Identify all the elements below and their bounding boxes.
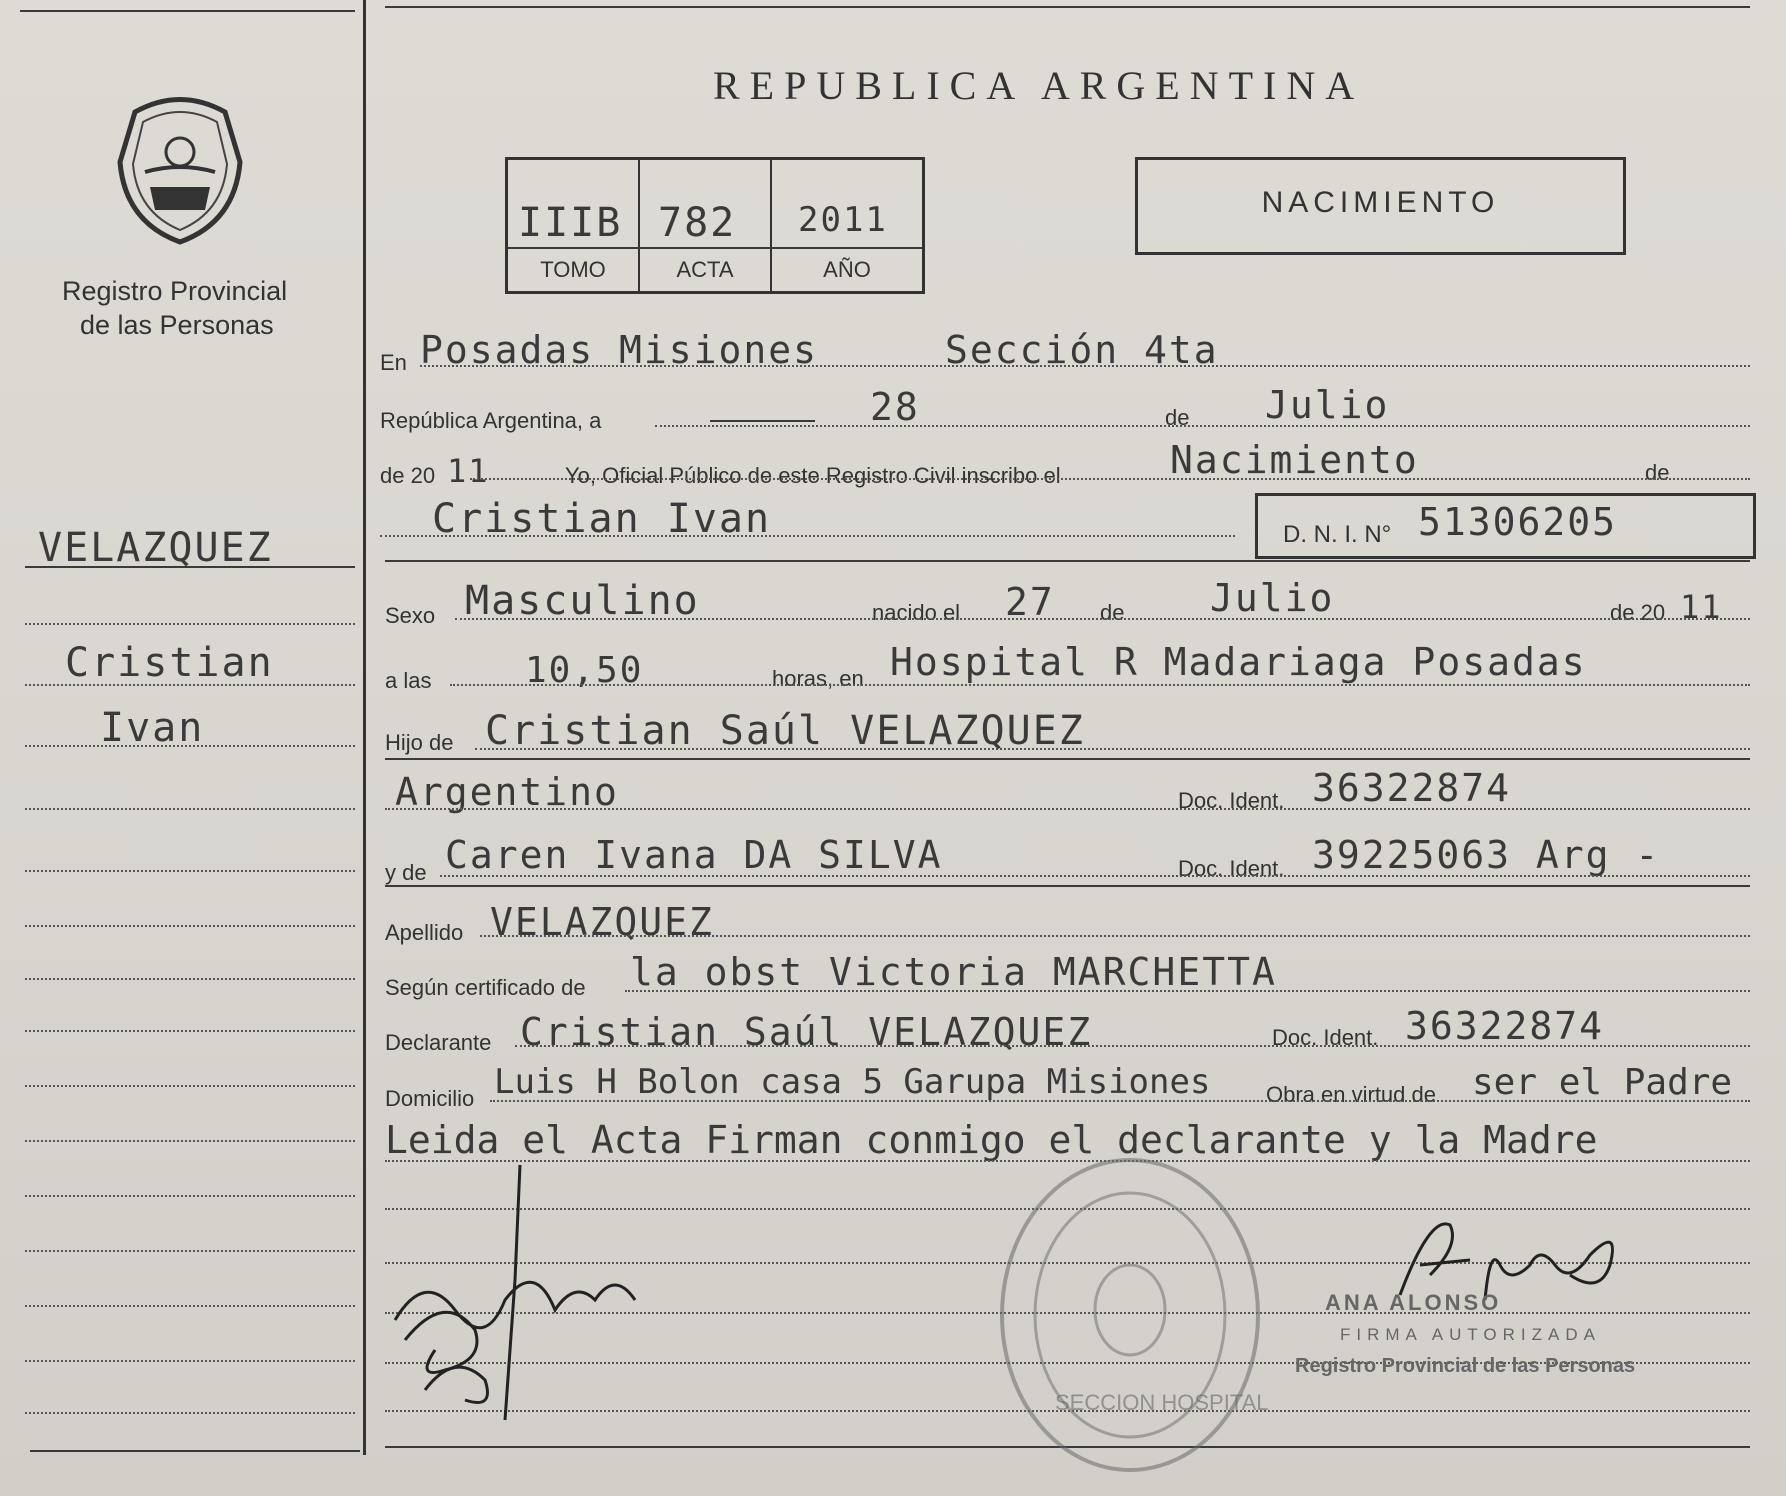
rule-row6 xyxy=(450,684,1750,686)
certificate-value: la obst Victoria MARCHETTA xyxy=(630,950,1277,994)
officer-name: ANA ALONSO xyxy=(1325,1290,1502,1315)
acta-value: 782 xyxy=(658,200,737,246)
margin-rule-5 xyxy=(25,870,355,872)
margin-rule-9 xyxy=(25,1085,355,1087)
closing-text: Leida el Acta Firman conmigo el declarante y la Madre xyxy=(385,1118,1598,1162)
birth-year-suffix: 11 xyxy=(1680,588,1723,626)
rule-row12 xyxy=(515,1045,1750,1047)
margin-rule-15 xyxy=(25,1412,355,1414)
rule-row13 xyxy=(490,1100,1750,1102)
margin-rule-10 xyxy=(25,1140,355,1142)
father-nationality-value: Argentino xyxy=(395,770,619,814)
en-label: En xyxy=(380,350,407,375)
mother-doc-value: 39225063 Arg - xyxy=(1312,833,1661,877)
rule-row10 xyxy=(480,935,1750,937)
rule-row7b xyxy=(385,758,1750,760)
officer-title: FIRMA AUTORIZADA xyxy=(1340,1325,1601,1344)
year-prefix: de 20 xyxy=(380,463,436,488)
de-label-3: de xyxy=(1100,600,1125,625)
domicilio-value: Luis H Bolon casa 5 Garupa Misiones xyxy=(494,1062,1211,1102)
margin-rule-6 xyxy=(25,925,355,927)
margin-surname-rule xyxy=(25,566,355,568)
doc-type-box xyxy=(1135,157,1626,255)
domicilio-label: Domicilio xyxy=(385,1086,475,1111)
anio-label: AÑO xyxy=(823,257,871,282)
rule-row9 xyxy=(440,875,1750,877)
segun-label: Según certificado de xyxy=(385,975,586,1000)
declarante-label: Declarante xyxy=(385,1030,492,1055)
doc-label-3: Doc. Ident. xyxy=(1272,1025,1379,1050)
margin-rule-13 xyxy=(25,1305,355,1307)
acta-label: ACTA xyxy=(676,257,734,282)
apellido-value: VELAZQUEZ xyxy=(490,900,714,944)
margin-rule-7 xyxy=(25,978,355,980)
birth-place-value: Hospital R Madariaga Posadas xyxy=(890,640,1587,684)
doc-label-2: Doc. Ident. xyxy=(1178,856,1285,881)
round-stamp-inner-text: SECCION HOSPITAL xyxy=(1055,1390,1269,1415)
de-label-2: de xyxy=(1645,460,1670,485)
day-dash xyxy=(710,420,815,422)
registry-name-line1: Registro Provincial xyxy=(62,276,288,306)
margin-name-2: Ivan xyxy=(100,705,205,751)
officer-registry: Registro Provincial de las Personas xyxy=(1295,1355,1636,1377)
year-suffix: 11 xyxy=(447,452,490,490)
margin-surname: VELAZQUEZ xyxy=(38,525,273,571)
father-doc-value: 36322874 xyxy=(1312,766,1512,810)
section-value: Sección 4ta xyxy=(945,328,1219,372)
top-rule-left xyxy=(20,10,355,12)
yde-label: y de xyxy=(385,860,427,885)
declarante-value: Cristian Saúl VELAZQUEZ xyxy=(520,1010,1093,1054)
rule-row1 xyxy=(420,365,1750,367)
dni-box xyxy=(1255,493,1756,559)
margin-rule-14 xyxy=(25,1360,355,1362)
margin-rule-3 xyxy=(25,745,355,747)
birth-day-value: 27 xyxy=(1005,580,1055,624)
rule-row2 xyxy=(655,425,1750,427)
top-rule-right xyxy=(385,6,1750,8)
day-value: 28 xyxy=(870,385,920,429)
declarant-signature xyxy=(385,1160,645,1430)
official-round-stamp xyxy=(990,1150,1270,1480)
margin-name-1: Cristian xyxy=(65,640,274,686)
doc-label-1: Doc. Ident. xyxy=(1178,788,1285,813)
child-name-value: Cristian Ivan xyxy=(432,496,772,542)
month-value: Julio xyxy=(1265,383,1390,427)
doc-type-label: NACIMIENTO xyxy=(1261,186,1500,219)
anio-value: 2011 xyxy=(798,200,888,240)
provincial-seal-icon xyxy=(105,92,255,247)
birth-year-prefix: de 20 xyxy=(1610,600,1666,625)
country-title: REPUBLICA ARGENTINA xyxy=(713,63,1365,108)
dni-value: 51306205 xyxy=(1418,500,1618,544)
sex-value: Masculino xyxy=(465,578,700,624)
rule-row7 xyxy=(475,748,1750,750)
margin-rule-2 xyxy=(25,684,355,686)
hijo-label: Hijo de xyxy=(385,730,454,755)
record-number-box xyxy=(505,157,925,294)
nacido-label: nacido el xyxy=(872,600,961,625)
horas-label: horas, en xyxy=(772,666,864,691)
de-label-1: de xyxy=(1165,405,1190,430)
place-value: Posadas Misiones xyxy=(420,328,819,372)
rule-row3 xyxy=(470,478,1750,480)
yo-label: Yo, Oficial Público de este Registro Civil inscribo el xyxy=(565,463,1061,488)
republica-label: República Argentina, a xyxy=(380,408,602,433)
margin-rule-11 xyxy=(25,1195,355,1197)
margin-rule-8 xyxy=(25,1030,355,1032)
father-value: Cristian Saúl VELAZQUEZ xyxy=(485,708,1085,754)
sexo-label: Sexo xyxy=(385,603,436,628)
margin-rule-1 xyxy=(25,623,355,625)
dni-label: D. N. I. N° xyxy=(1283,521,1392,548)
obra-value: ser el Padre xyxy=(1472,1062,1733,1103)
registry-name-line2: de las Personas xyxy=(80,310,274,340)
rule-row9b xyxy=(385,885,1750,887)
rule-row5 xyxy=(455,618,1750,620)
declarante-doc-value: 36322874 xyxy=(1405,1004,1605,1048)
tomo-value: IIIB xyxy=(518,200,623,246)
rule-row11 xyxy=(625,990,1750,992)
event-value: Nacimiento xyxy=(1170,438,1419,482)
rule-row4 xyxy=(380,535,1235,537)
margin-rule-12 xyxy=(25,1250,355,1252)
obra-label: Obra en virtud de xyxy=(1266,1082,1436,1107)
column-divider xyxy=(363,0,366,1455)
bottom-rule-left xyxy=(30,1450,360,1452)
rule-row8 xyxy=(385,808,1750,810)
hour-value: 10,50 xyxy=(525,650,644,691)
apellido-label: Apellido xyxy=(385,920,464,945)
rule-after-dni xyxy=(385,560,1750,562)
alas-label: a las xyxy=(385,668,432,693)
birth-month-value: Julio xyxy=(1210,576,1335,620)
tomo-label: TOMO xyxy=(540,257,606,282)
margin-rule-4 xyxy=(25,808,355,810)
mother-value: Caren Ivana DA SILVA xyxy=(445,833,943,877)
